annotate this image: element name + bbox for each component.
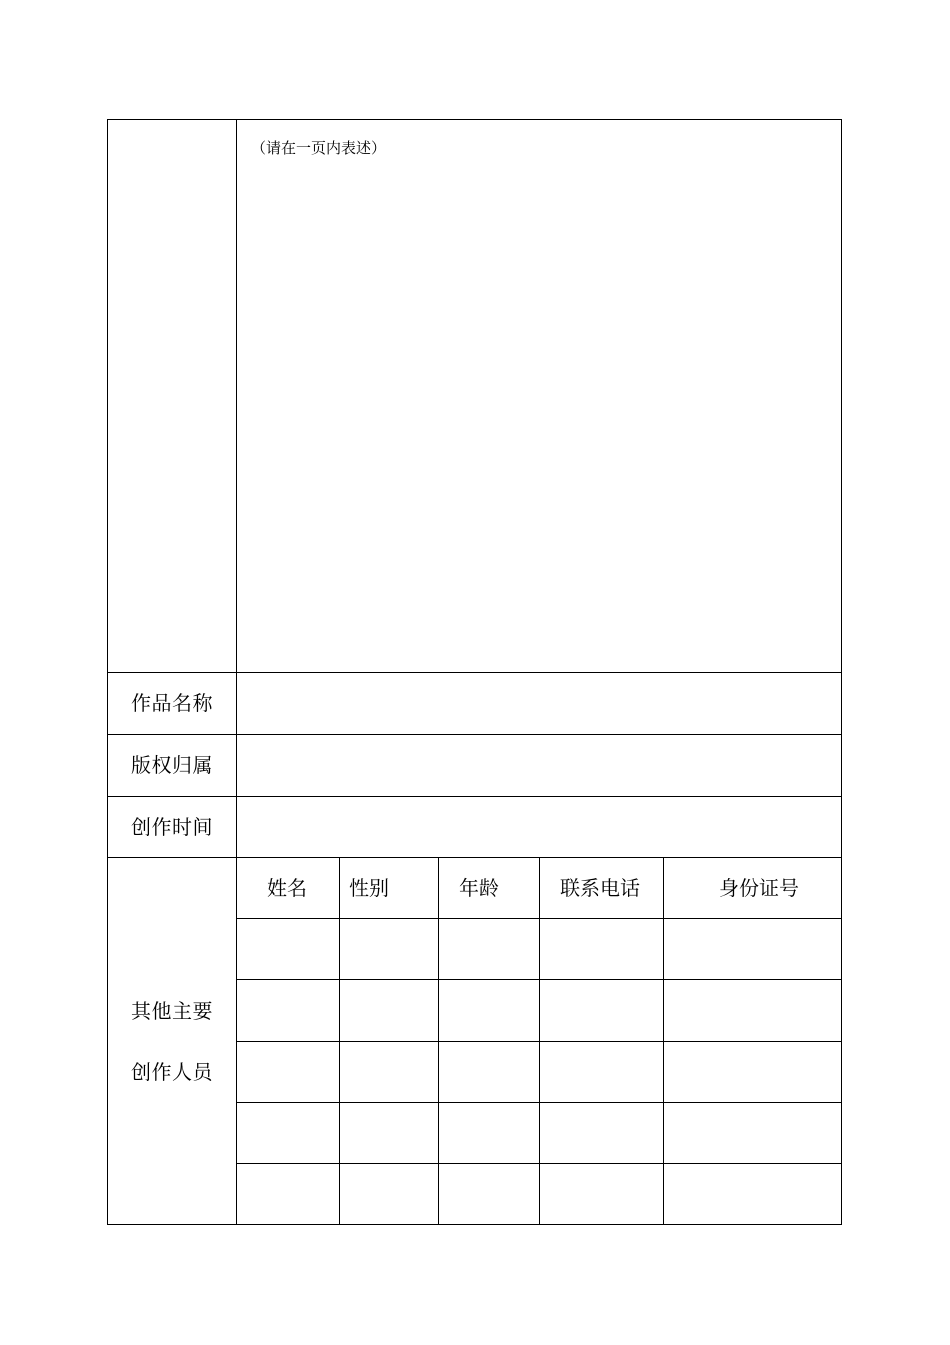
creator-cell[interactable] [340, 1164, 438, 1225]
creation-time-label: 创作时间 [131, 815, 213, 839]
copyright-field[interactable] [237, 735, 842, 796]
work-name-field[interactable] [237, 673, 842, 734]
creator-cell[interactable] [236, 980, 339, 1041]
creator-cell[interactable] [664, 1103, 842, 1163]
creator-cell[interactable] [540, 919, 663, 979]
creator-cell[interactable] [340, 980, 438, 1041]
creators-table [236, 857, 842, 1225]
creators-label-line2: 创作人员 [131, 1060, 213, 1084]
creator-cell[interactable] [664, 1042, 842, 1102]
creator-cell[interactable] [439, 1164, 539, 1225]
description-cell[interactable] [237, 120, 842, 672]
creator-cell[interactable] [340, 1103, 438, 1163]
creator-cell[interactable] [236, 1042, 339, 1102]
creator-cell[interactable] [439, 1042, 539, 1102]
creator-cell[interactable] [664, 919, 842, 979]
creator-cell[interactable] [664, 1164, 842, 1225]
creator-cell[interactable] [439, 919, 539, 979]
description-note: （请在一页内表述） [251, 139, 387, 157]
creator-cell[interactable] [540, 1042, 663, 1102]
column-header-id-number: 身份证号 [719, 876, 799, 900]
work-name-label: 作品名称 [131, 691, 213, 715]
creators-label-line1: 其他主要 [131, 999, 213, 1023]
registration-form-table [107, 119, 842, 1225]
creator-cell[interactable] [340, 919, 438, 979]
creator-cell[interactable] [439, 1103, 539, 1163]
column-header-phone: 联系电话 [560, 876, 640, 900]
creator-cell[interactable] [540, 980, 663, 1041]
creator-cell[interactable] [236, 1164, 339, 1225]
column-header-name: 姓名 [267, 876, 307, 900]
creator-cell[interactable] [340, 1042, 438, 1102]
column-header-gender: 性别 [349, 876, 389, 900]
creator-cell[interactable] [439, 980, 539, 1041]
creator-cell[interactable] [236, 1103, 339, 1163]
copyright-label: 版权归属 [131, 753, 213, 777]
column-header-age: 年龄 [459, 876, 499, 900]
creator-cell[interactable] [664, 980, 842, 1041]
creator-cell[interactable] [236, 919, 339, 979]
creation-time-field[interactable] [237, 797, 842, 857]
creator-cell[interactable] [540, 1164, 663, 1225]
creator-cell[interactable] [540, 1103, 663, 1163]
